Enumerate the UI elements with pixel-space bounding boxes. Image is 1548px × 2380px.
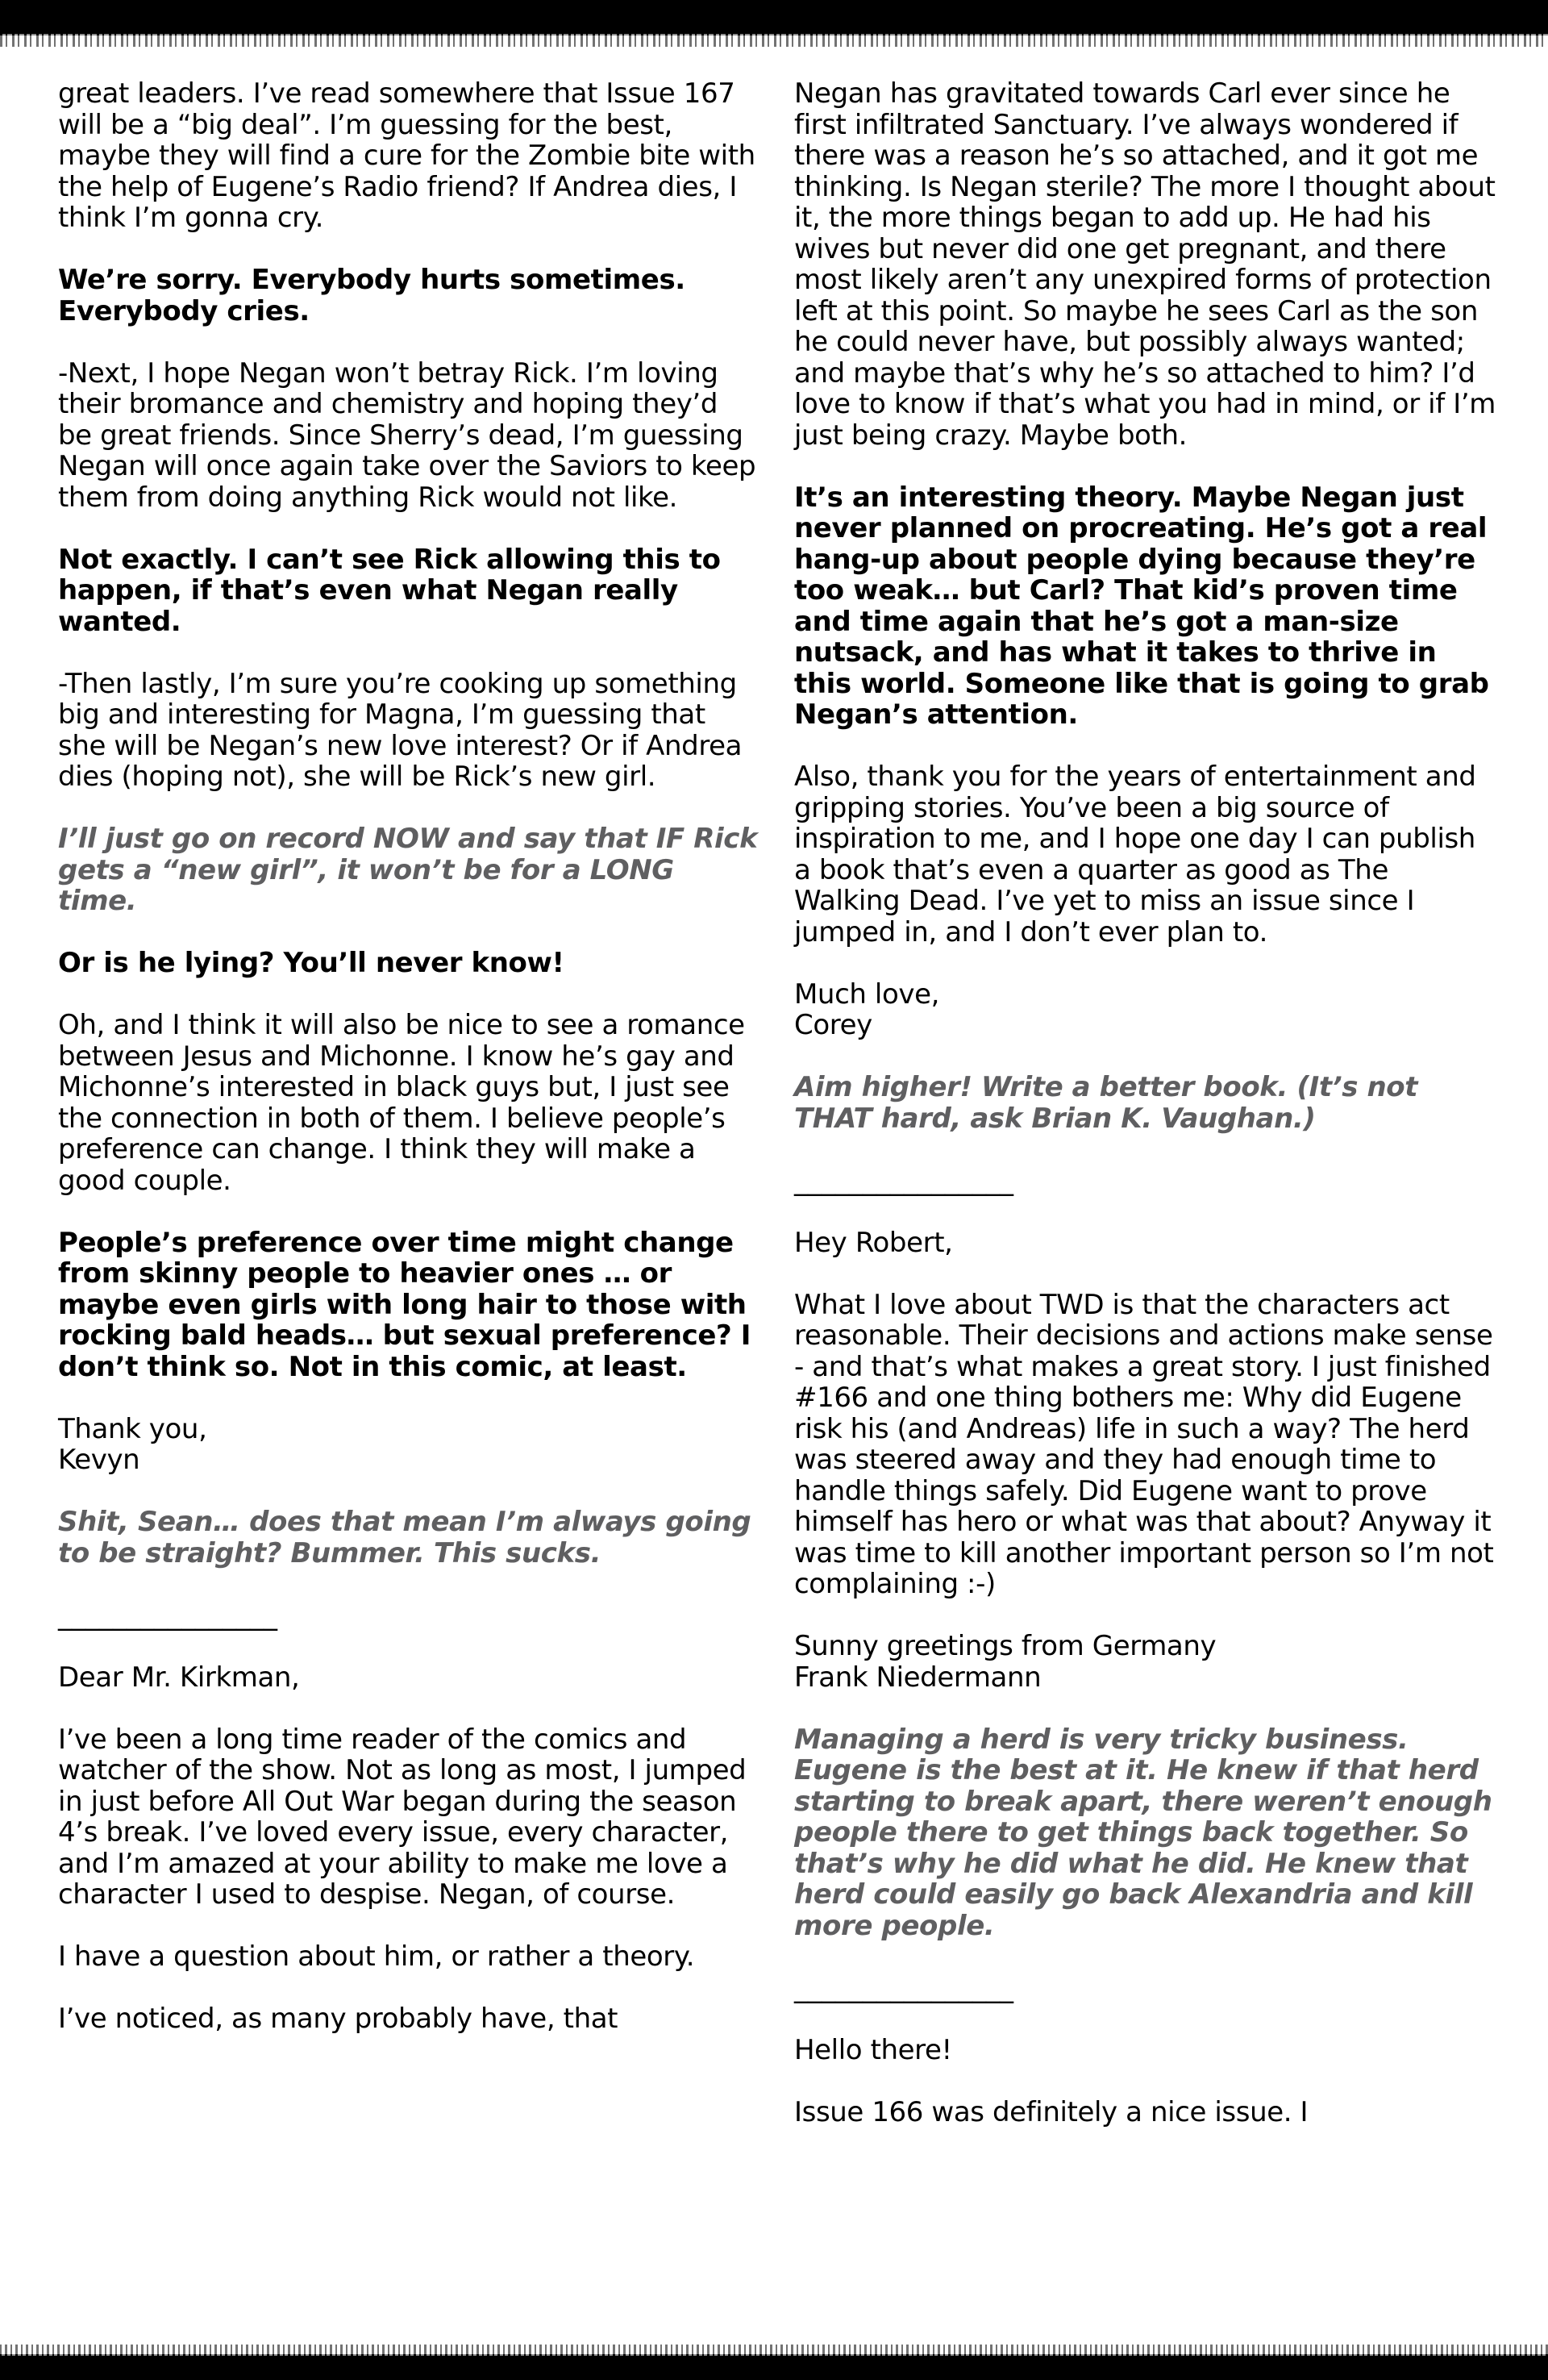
editor-reply-italic: Aim higher! Write a better book. (It’s not THAT hard, ask Brian K. Vaughan.) xyxy=(794,1071,1418,1135)
letter-signoff: Thank you, Kevyn xyxy=(58,1412,207,1476)
letter-divider: ________________ xyxy=(794,1971,1013,2004)
left-column xyxy=(58,78,759,2065)
editor-reply-italic: Shit, Sean… does that mean I’m always going to be straight? Bummer. This sucks. xyxy=(58,1506,751,1569)
letter-paragraph: I’ve noticed, as many probably have, that xyxy=(58,2003,618,2035)
editor-reply: We’re sorry. Everybody hurts sometimes. Everybody cries. xyxy=(58,264,685,327)
letter-paragraph: I have a question about him, or rather a theory. xyxy=(58,1940,695,1973)
letter-paragraph: Negan has gravitated towards Carl ever since he first infiltrated Sanctuary. I’ve always wondered if there was a reason he’s so attached, and it got me thinking. Is Negan sterile? The more I thought about it, the more things began to add up. He had his wives but never did one get pregnant, and there most likely aren’t any unexpired forms of protection left at this point. So maybe he sees Carl as the son he could never have, but possibly always wanted; and maybe that’s why he’s so attached to him? I’d love to know if that’s what you had in mind, or if I’m just being crazy. Maybe both. xyxy=(794,77,1496,452)
bottom-grunge-border xyxy=(0,2354,1548,2380)
editor-reply: Not exactly. I can’t see Rick allowing this to happen, if that’s even what Negan really wanted. xyxy=(58,543,721,638)
letter-signoff: Sunny greetings from Germany Frank Niedermann xyxy=(794,1630,1217,1694)
right-column xyxy=(794,78,1496,2159)
top-grunge-border xyxy=(0,0,1548,35)
letter-paragraph: What I love about TWD is that the characters act reasonable. Their decisions and actions make sense - and that’s what makes a great story. I just finished #166 and one thing bothers me: Why did Eugene risk his (and Andreas) life in such a way? The herd was steered away and they had enough time to handle things safely. Did Eugene want to prove himself has hero or what was that about? Anyway it was time to kill another important person so I’m not complaining :-) xyxy=(794,1288,1494,1600)
letter-greeting: Hey Robert, xyxy=(794,1226,953,1259)
letter-greeting: Hello there! xyxy=(794,2033,952,2066)
letter-paragraph: Oh, and I think it will also be nice to see a romance between Jesus and Michonne. I know he’s gay and Michonne’s interested in black guys but, I just see the connection in both of them. I believe people’s preference can change. I think they will make a good couple. xyxy=(58,1009,745,1197)
letter-greeting: Dear Mr. Kirkman, xyxy=(58,1661,300,1694)
editor-reply: Or is he lying? You’ll never know! xyxy=(58,947,564,979)
editor-reply: People’s preference over time might change from skinny people to heavier ones … or maybe even girls with long hair to those with rocking bald heads… but sexual preference? I don’t think so. Not in this comic, at least. xyxy=(58,1226,751,1383)
letter-paragraph: Issue 166 was definitely a nice issue. I xyxy=(794,2095,1309,2128)
editor-reply-italic: Managing a herd is very tricky business. Eugene is the best at it. He knew if that herd starting to break apart, there weren’t enough people there to get things back together. So that’s why he did what he did. He knew that herd could easily go back Alexandria and kill more people. xyxy=(794,1723,1492,1942)
letter-paragraph: I’ve been a long time reader of the comics and watcher of the show. Not as long as most, I jumped in just before All Out War began during the season 4’s break. I’ve loved every issue, every character, and I’m amazed at your ability to make me love a character I used to despise. Negan, of course. xyxy=(58,1723,747,1911)
letter-paragraph: -Then lastly, I’m sure you’re cooking up something big and interesting for Magna, I’m guessing that she will be Negan’s new love interest? Or if Andrea dies (hoping not), she will be Rick’s new girl. xyxy=(58,667,743,793)
editor-reply: It’s an interesting theory. Maybe Negan just never planned on procreating. He’s got a real hang-up about people dying because they’re too weak… but Carl? That kid’s proven time and time again that he’s got a man-size nutsack, and has what it takes to thrive in this world. Someone like that is going to grab Negan’s attention. xyxy=(794,481,1489,731)
editor-reply-italic: I’ll just go on record NOW and say that IF Rick gets a “new girl”, it won’t be for a LONG time. xyxy=(58,823,758,917)
letter-divider: ________________ xyxy=(794,1164,1013,1197)
letter-divider: ________________ xyxy=(58,1598,277,1632)
letter-signoff: Much love, Corey xyxy=(794,977,940,1041)
letter-paragraph: great leaders. I’ve read somewhere that Issue 167 will be a “big deal”. I’m guessing for the best, maybe they will find a cure for the Zombie bite with the help of Eugene’s Radio friend? If Andrea dies, I think I’m gonna cry. xyxy=(58,77,755,234)
letter-paragraph: Also, thank you for the years of entertainment and gripping stories. You’ve been a big source of inspiration to me, and I hope one day I can publish a book that’s even a quarter as good as The Walking Dead. I’ve yet to miss an issue since I jumped in, and I don’t ever plan to. xyxy=(794,761,1476,948)
letter-paragraph: -Next, I hope Negan won’t betray Rick. I’m loving their bromance and chemistry and hoping they’d be great friends. Since Sherry’s dead, I’m guessing Negan will once again take over the Saviors to keep them from doing anything Rick would not like. xyxy=(58,356,756,514)
